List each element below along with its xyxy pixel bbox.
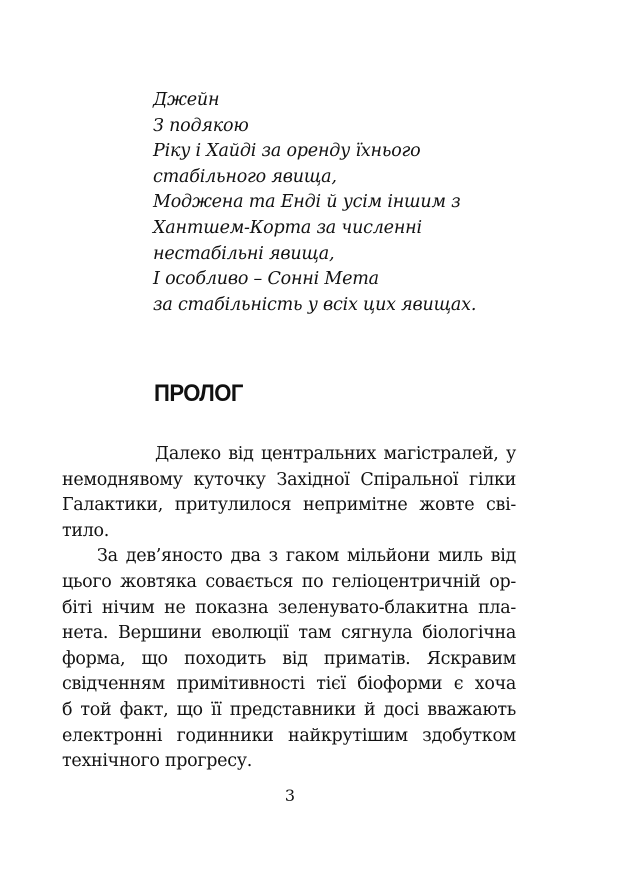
dedication-line: І особливо – Сонні Мета [153,269,379,290]
dedication-line: Ріку і Хайді за оренду їхнього [153,141,421,162]
chapter-title: ПРОЛОГ [154,380,243,407]
body-line: Далеко від центральних магістралей, у [155,444,516,464]
dedication-line: З подякою [153,115,249,136]
dedication-line: нестабільні явища, [153,243,335,264]
dedication-line: Джейн [153,90,220,110]
page-number: 3 [284,786,296,805]
body-line: біті нічим не показна зеленувато-блакитна пла- [62,597,516,618]
dedication [153,88,553,318]
body-line: електронні годинники найкрутішим здобутком [62,725,516,746]
body-line: технічного прогресу. [62,751,252,772]
body-line: тило. [62,520,110,541]
body-line: немоднявому куточку Західної Спіральної гілки [62,469,516,490]
body-line: За дев’яносто два з гаком мільйони миль від [97,546,516,567]
dedication-line: Хантшем-Корта за численні [153,217,422,238]
dedication-line: стабільного явища, [153,166,337,187]
body-line: Галактики, притулилося непримітне жовте сві- [62,495,516,516]
body-text [62,442,516,775]
body-line: форма, що походить від приматів. Яскравим [62,648,516,669]
body-line: б той факт, що її представники й досі вважають [62,699,516,720]
dedication-line: Моджена та Енді й усім іншим з [153,192,461,213]
dedication-line: за стабільність у всіх цих явищах. [153,294,477,315]
body-line: свідченням примітивності тієї біоформи є хоча [62,674,516,695]
body-line: нета. Вершини еволюції там сягнула біологічна [62,623,516,644]
body-line: цього жовтяка совається по геліоцентричній ор- [62,571,516,592]
